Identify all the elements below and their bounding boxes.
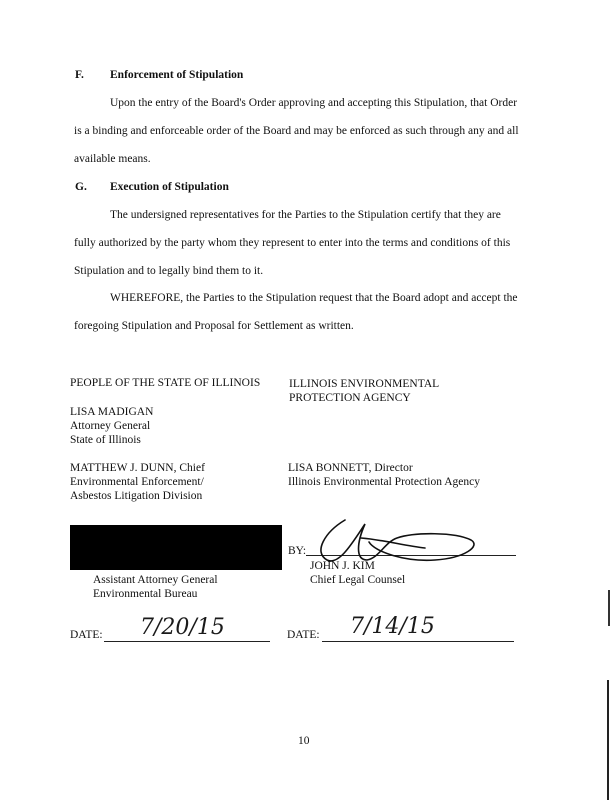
scan-edge-mark — [607, 680, 609, 800]
chief-division-2: Asbestos Litigation Division — [70, 490, 203, 502]
right-signer-block — [310, 559, 405, 587]
section-f-line-1: Upon the entry of the Board's Order approving and accepting this Stipulation, that Order — [110, 97, 518, 109]
page-number: 10 — [298, 735, 310, 747]
left-party-name: PEOPLE OF THE STATE OF ILLINOIS — [70, 377, 261, 389]
right-signer-title: Chief Legal Counsel — [310, 574, 406, 586]
right-date-line — [322, 641, 514, 642]
director-name: LISA BONNETT, Director — [288, 462, 413, 474]
section-f-heading: Enforcement of Stipulation — [110, 69, 244, 81]
chief-name: MATTHEW J. DUNN, Chief — [70, 462, 205, 474]
right-date-handwritten: 7/14/15 — [350, 614, 435, 639]
ag-state: State of Illinois — [70, 434, 141, 446]
director-agency: Illinois Environmental Protection Agency — [288, 476, 480, 488]
left-signer-title: Assistant Attorney General — [93, 574, 218, 586]
right-party-name-2: PROTECTION AGENCY — [289, 392, 411, 404]
section-g-letter: G. — [75, 181, 87, 193]
right-party-name-1: ILLINOIS ENVIRONMENTAL — [289, 378, 440, 390]
left-date-label: DATE: — [70, 629, 103, 641]
chief-block — [70, 461, 205, 503]
section-f-line-3: available means. — [74, 153, 151, 165]
wherefore-line-1: WHEREFORE, the Parties to the Stipulation request that the Board adopt and accept the — [110, 292, 518, 304]
left-signer-block — [93, 573, 218, 601]
section-g-line-1: The undersigned representatives for the Parties to the Stipulation certify that they are — [110, 209, 501, 221]
attorney-general-block — [70, 405, 153, 447]
redacted-signature-block — [70, 525, 282, 570]
left-date-line — [104, 641, 270, 642]
section-g-line-3: Stipulation and to legally bind them to it. — [74, 265, 264, 277]
wherefore-line-2: foregoing Stipulation and Proposal for Settlement as written. — [74, 320, 354, 332]
by-label: BY: — [288, 545, 307, 557]
ag-name: LISA MADIGAN — [70, 406, 154, 418]
chief-division-1: Environmental Enforcement/ — [70, 476, 204, 488]
right-date-label: DATE: — [287, 629, 320, 641]
left-signer-bureau: Environmental Bureau — [93, 588, 198, 600]
section-g-line-2: fully authorized by the party whom they represent to enter into the terms and conditions of this — [74, 237, 511, 249]
right-signer-name: JOHN J. KIM — [310, 560, 375, 572]
left-date-handwritten: 7/20/15 — [140, 615, 225, 640]
section-g-heading: Execution of Stipulation — [110, 181, 229, 193]
right-party-name-block — [289, 377, 439, 405]
director-block — [288, 461, 480, 489]
section-f-letter: F. — [75, 69, 84, 81]
section-f-line-2: is a binding and enforceable order of the Board and may be enforced as such through any and all — [74, 125, 519, 137]
ag-title: Attorney General — [70, 420, 151, 432]
scan-edge-mark-upper — [608, 590, 610, 626]
